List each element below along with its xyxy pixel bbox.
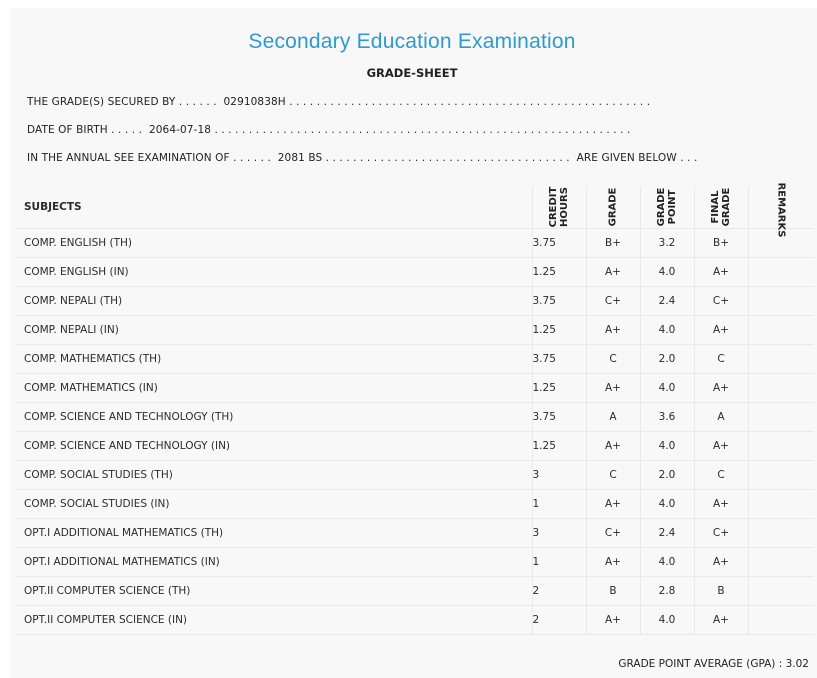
table-row bbox=[16, 287, 814, 316]
table-row bbox=[16, 461, 814, 490]
grade-cell: C bbox=[586, 461, 640, 490]
final-grade-cell: C bbox=[694, 461, 748, 490]
grade-cell: A+ bbox=[586, 490, 640, 519]
credit-hours-cell: 1 bbox=[532, 548, 586, 577]
final-grade-cell: C bbox=[694, 345, 748, 374]
remarks-cell bbox=[748, 258, 814, 287]
table-row bbox=[16, 548, 814, 577]
subject-cell: OPT.II COMPUTER SCIENCE (IN) bbox=[16, 606, 532, 635]
grade-point-cell: 2.8 bbox=[640, 577, 694, 606]
secured-by-line: THE GRADE(S) SECURED BY . . . . . . 02910838H . . . . . . . . . . . . . . . . . . . . . . . . . . . . . . . . . . . . . . . . . . . . . . . . . . . . . bbox=[27, 96, 651, 108]
header-remarks-label: REMARKS bbox=[775, 182, 787, 238]
grades-table bbox=[16, 182, 814, 635]
grade-cell: A+ bbox=[586, 374, 640, 403]
remarks-cell bbox=[748, 432, 814, 461]
page-subtitle: GRADE-SHEET bbox=[366, 66, 458, 80]
remarks-cell bbox=[748, 606, 814, 635]
table-row bbox=[16, 229, 814, 258]
grade-cell: B+ bbox=[586, 229, 640, 258]
grade-cell: C bbox=[586, 345, 640, 374]
credit-hours-cell: 2 bbox=[532, 577, 586, 606]
table-row bbox=[16, 432, 814, 461]
table-row bbox=[16, 345, 814, 374]
grade-point-cell: 4.0 bbox=[640, 548, 694, 577]
remarks-cell bbox=[748, 519, 814, 548]
final-grade-cell: A+ bbox=[694, 316, 748, 345]
subject-cell: COMP. NEPALI (IN) bbox=[16, 316, 532, 345]
grade-cell: C+ bbox=[586, 287, 640, 316]
grade-point-cell: 4.0 bbox=[640, 490, 694, 519]
remarks-cell bbox=[748, 374, 814, 403]
grade-sheet bbox=[10, 8, 817, 678]
credit-hours-cell: 3.75 bbox=[532, 229, 586, 258]
table-row bbox=[16, 606, 814, 635]
final-grade-cell: A+ bbox=[694, 374, 748, 403]
table-row bbox=[16, 490, 814, 519]
remarks-cell bbox=[748, 548, 814, 577]
credit-hours-cell: 3.75 bbox=[532, 287, 586, 316]
remarks-cell bbox=[748, 461, 814, 490]
page-title: Secondary Education Examination bbox=[248, 30, 576, 53]
final-grade-cell: A+ bbox=[694, 606, 748, 635]
grade-cell: A bbox=[586, 403, 640, 432]
grade-cell: A+ bbox=[586, 316, 640, 345]
table-header-row bbox=[16, 186, 814, 229]
table-row bbox=[16, 403, 814, 432]
grade-point-cell: 4.0 bbox=[640, 258, 694, 287]
subject-cell: COMP. SCIENCE AND TECHNOLOGY (TH) bbox=[16, 403, 532, 432]
grades-table-body bbox=[16, 229, 814, 635]
header-subjects: SUBJECTS bbox=[16, 186, 532, 229]
subject-cell: COMP. NEPALI (TH) bbox=[16, 287, 532, 316]
remarks-cell bbox=[748, 577, 814, 606]
final-grade-cell: A+ bbox=[694, 258, 748, 287]
header-credit-hours-label: CREDIT HOURS bbox=[548, 186, 570, 228]
remarks-cell bbox=[748, 287, 814, 316]
final-grade-cell: C+ bbox=[694, 519, 748, 548]
grade-point-cell: 2.0 bbox=[640, 461, 694, 490]
final-grade-cell: B bbox=[694, 577, 748, 606]
header-final-grade-label: FINAL GRADE bbox=[710, 187, 732, 227]
grade-cell: A+ bbox=[586, 548, 640, 577]
grade-cell: C+ bbox=[586, 519, 640, 548]
date-of-birth-line: DATE OF BIRTH . . . . . 2064-07-18 . . . . . . . . . . . . . . . . . . . . . . . . . . . . . . . . . . . . . . . . . . . . . . . . . . . . . . . . . . . . . bbox=[27, 124, 631, 136]
final-grade-cell: A+ bbox=[694, 490, 748, 519]
table-row bbox=[16, 258, 814, 287]
subject-cell: OPT.I ADDITIONAL MATHEMATICS (IN) bbox=[16, 548, 532, 577]
table-row bbox=[16, 577, 814, 606]
header-grade bbox=[586, 186, 640, 229]
table-row bbox=[16, 316, 814, 345]
credit-hours-cell: 1 bbox=[532, 490, 586, 519]
header-grade-point bbox=[640, 186, 694, 229]
subject-cell: OPT.II COMPUTER SCIENCE (TH) bbox=[16, 577, 532, 606]
header-remarks bbox=[748, 182, 814, 238]
credit-hours-cell: 3.75 bbox=[532, 403, 586, 432]
grade-point-cell: 3.6 bbox=[640, 403, 694, 432]
remarks-cell bbox=[748, 490, 814, 519]
grade-point-cell: 2.4 bbox=[640, 287, 694, 316]
final-grade-cell: B+ bbox=[694, 229, 748, 258]
grade-cell: A+ bbox=[586, 432, 640, 461]
subject-cell: COMP. SOCIAL STUDIES (TH) bbox=[16, 461, 532, 490]
subject-cell: COMP. SCIENCE AND TECHNOLOGY (IN) bbox=[16, 432, 532, 461]
remarks-cell bbox=[748, 345, 814, 374]
subject-cell: COMP. SOCIAL STUDIES (IN) bbox=[16, 490, 532, 519]
gpa-summary: GRADE POINT AVERAGE (GPA) : 3.02 bbox=[618, 658, 809, 670]
examination-line: IN THE ANNUAL SEE EXAMINATION OF . . . . . . 2081 BS . . . . . . . . . . . . . . . . . . . . . . . . . . . . . . . . . . . . ARE GIVEN BELOW . . . bbox=[27, 152, 698, 164]
grade-point-cell: 4.0 bbox=[640, 374, 694, 403]
credit-hours-cell: 1.25 bbox=[532, 432, 586, 461]
credit-hours-cell: 1.25 bbox=[532, 316, 586, 345]
subject-cell: COMP. ENGLISH (TH) bbox=[16, 229, 532, 258]
final-grade-cell: A+ bbox=[694, 432, 748, 461]
grade-cell: B bbox=[586, 577, 640, 606]
header-grade-label: GRADE bbox=[607, 187, 619, 227]
grade-point-cell: 2.0 bbox=[640, 345, 694, 374]
header-credit-hours bbox=[532, 186, 586, 229]
grade-point-cell: 4.0 bbox=[640, 316, 694, 345]
grade-cell: A+ bbox=[586, 606, 640, 635]
remarks-cell bbox=[748, 403, 814, 432]
grade-point-cell: 3.2 bbox=[640, 229, 694, 258]
table-row bbox=[16, 519, 814, 548]
subject-cell: OPT.I ADDITIONAL MATHEMATICS (TH) bbox=[16, 519, 532, 548]
final-grade-cell: A bbox=[694, 403, 748, 432]
header-final-grade bbox=[694, 186, 748, 229]
grade-point-cell: 4.0 bbox=[640, 606, 694, 635]
grade-point-cell: 2.4 bbox=[640, 519, 694, 548]
header-grade-point-label: GRADE POINT bbox=[656, 187, 678, 227]
subject-cell: COMP. MATHEMATICS (IN) bbox=[16, 374, 532, 403]
grade-cell: A+ bbox=[586, 258, 640, 287]
credit-hours-cell: 3 bbox=[532, 519, 586, 548]
credit-hours-cell: 1.25 bbox=[532, 258, 586, 287]
subject-cell: COMP. MATHEMATICS (TH) bbox=[16, 345, 532, 374]
table-row bbox=[16, 374, 814, 403]
credit-hours-cell: 1.25 bbox=[532, 374, 586, 403]
credit-hours-cell: 2 bbox=[532, 606, 586, 635]
credit-hours-cell: 3.75 bbox=[532, 345, 586, 374]
grade-point-cell: 4.0 bbox=[640, 432, 694, 461]
subject-cell: COMP. ENGLISH (IN) bbox=[16, 258, 532, 287]
final-grade-cell: C+ bbox=[694, 287, 748, 316]
credit-hours-cell: 3 bbox=[532, 461, 586, 490]
remarks-cell bbox=[748, 316, 814, 345]
final-grade-cell: A+ bbox=[694, 548, 748, 577]
